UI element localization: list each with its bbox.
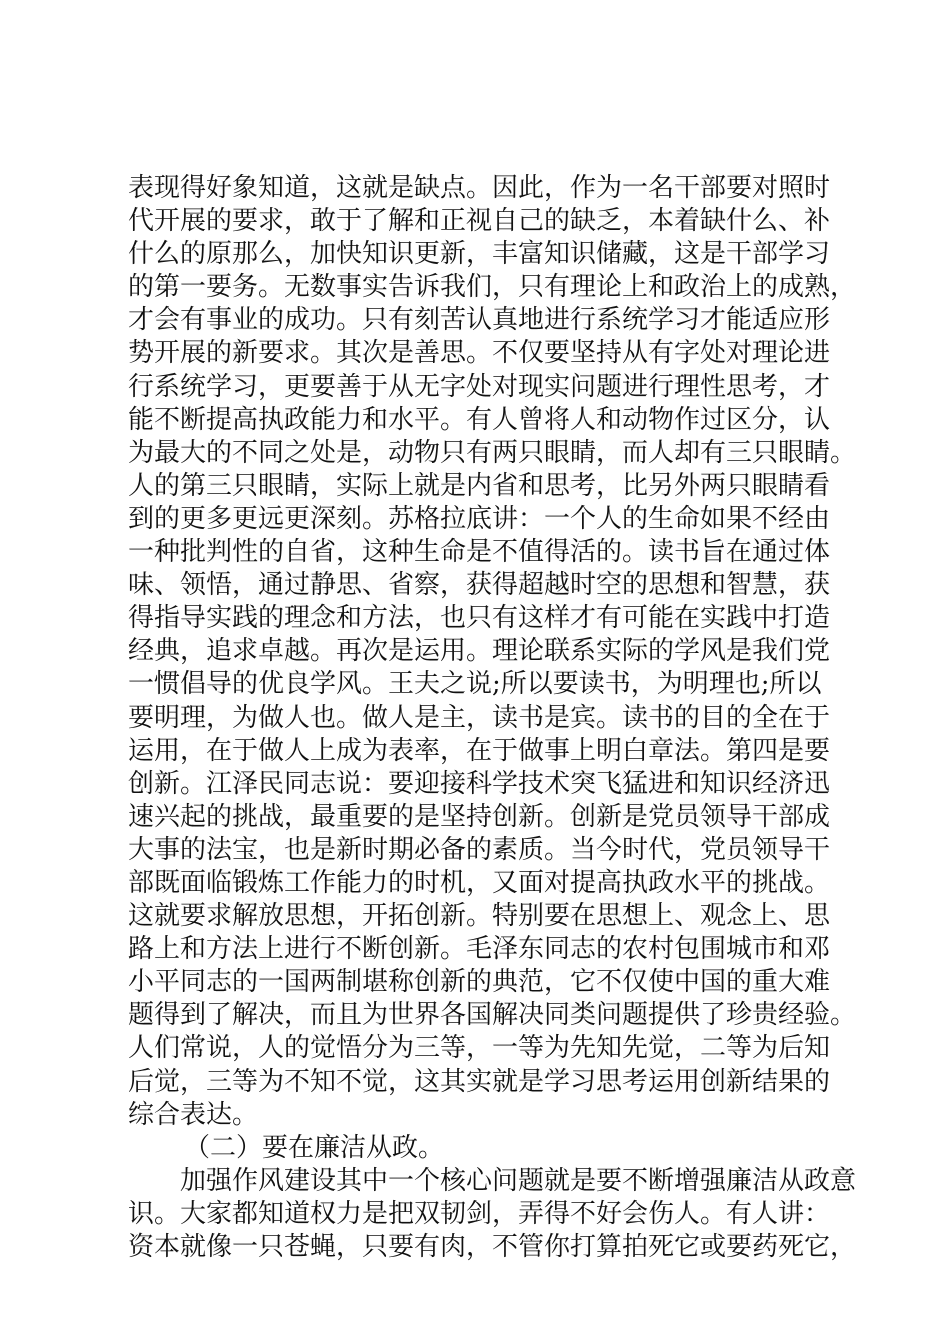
text-line: 速兴起的挑战，最重要的是坚持创新。创新是党员领导干部成 — [128, 801, 831, 832]
text-line: 什么的原那么，加快知识更新，丰富知识储藏，这是干部学习 — [128, 239, 831, 270]
text-line: 为最大的不同之处是，动物只有两只眼睛，而人却有三只眼睛。 — [128, 437, 857, 468]
text-line: 要明理，为做人也。做人是主，读书是宾。读书的目的全在于 — [128, 702, 831, 733]
text-line: 路上和方法上进行不断创新。毛泽东同志的农村包围城市和邓 — [128, 934, 831, 965]
text-line: 行系统学习，更要善于从无字处对现实问题进行理性思考，才 — [128, 371, 831, 402]
text-line: 后觉，三等为不知不觉，这其实就是学习思考运用创新结果的 — [128, 1066, 831, 1097]
text-line: 这就要求解放思想，开拓创新。特别要在思想上、观念上、思 — [128, 901, 831, 932]
text-line: 表现得好象知道，这就是缺点。因此，作为一名干部要对照时 — [128, 173, 831, 203]
text-line: 人的第三只眼睛，实际上就是内省和思考，比另外两只眼睛看 — [128, 470, 831, 501]
text-line: 一惯倡导的优良学风。王夫之说;所以要读书，为明理也;所以 — [128, 669, 822, 700]
text-line: 到的更多更远更深刻。苏格拉底讲：一个人的生命如果不经由 — [128, 503, 831, 534]
text-line: 题得到了解决，而且为世界各国解决同类问题提供了珍贵经验。 — [128, 1000, 857, 1031]
section-heading: （二）要在廉洁从政。 — [184, 1132, 445, 1163]
text-line: 运用，在于做人上成为表率，在于做事上明白章法。第四是要 — [128, 735, 831, 766]
text-line: 才会有事业的成功。只有刻苦认真地进行系统学习才能适应形 — [128, 305, 831, 336]
text-line: 识。大家都知道权力是把双韧剑，弄得不好会伤人。有人讲： — [128, 1198, 831, 1229]
text-line: 经典，追求卓越。再次是运用。理论联系实际的学风是我们党 — [128, 636, 831, 667]
text-line: 能不断提高执政能力和水平。有人曾将人和动物作过区分，认 — [128, 404, 831, 435]
text-line: 综合表达。 — [128, 1099, 259, 1130]
text-line: 创新。江泽民同志说：要迎接科学技术突飞猛进和知识经济迅 — [128, 768, 831, 799]
text-line: 人们常说，人的觉悟分为三等，一等为先知先觉，二等为后知 — [128, 1033, 831, 1064]
text-line: 大事的法宝，也是新时期必备的素质。当今时代，党员领导干 — [128, 834, 831, 865]
text-line: 味、领悟，通过静思、省察，获得超越时空的思想和智慧，获 — [128, 570, 831, 601]
text-line: 部既面临锻炼工作能力的时机，又面对提高执政水平的挑战。 — [128, 867, 831, 898]
text-line: 代开展的要求，敢于了解和正视自己的缺乏，本着缺什么、补 — [128, 206, 831, 237]
text-line: 势开展的新要求。其次是善思。不仅要坚持从有字处对理论进 — [128, 338, 831, 369]
text-line: 加强作风建设其中一个核心问题就是要不断增强廉洁从政意 — [180, 1165, 857, 1196]
text-line: 得指导实践的理念和方法，也只有这样才有可能在实践中打造 — [128, 603, 831, 634]
text-line: 小平同志的一国两制堪称创新的典范，它不仅使中国的重大难 — [128, 967, 831, 998]
text-line: 的第一要务。无数事实告诉我们，只有理论上和政治上的成熟， — [128, 272, 857, 303]
text-line: 资本就像一只苍蝇，只要有肉，不管你打算拍死它或要药死它， — [128, 1232, 857, 1262]
text-line: 一种批判性的自省，这种生命是不值得活的。读书旨在通过体 — [128, 537, 831, 568]
body-text — [128, 172, 857, 1264]
